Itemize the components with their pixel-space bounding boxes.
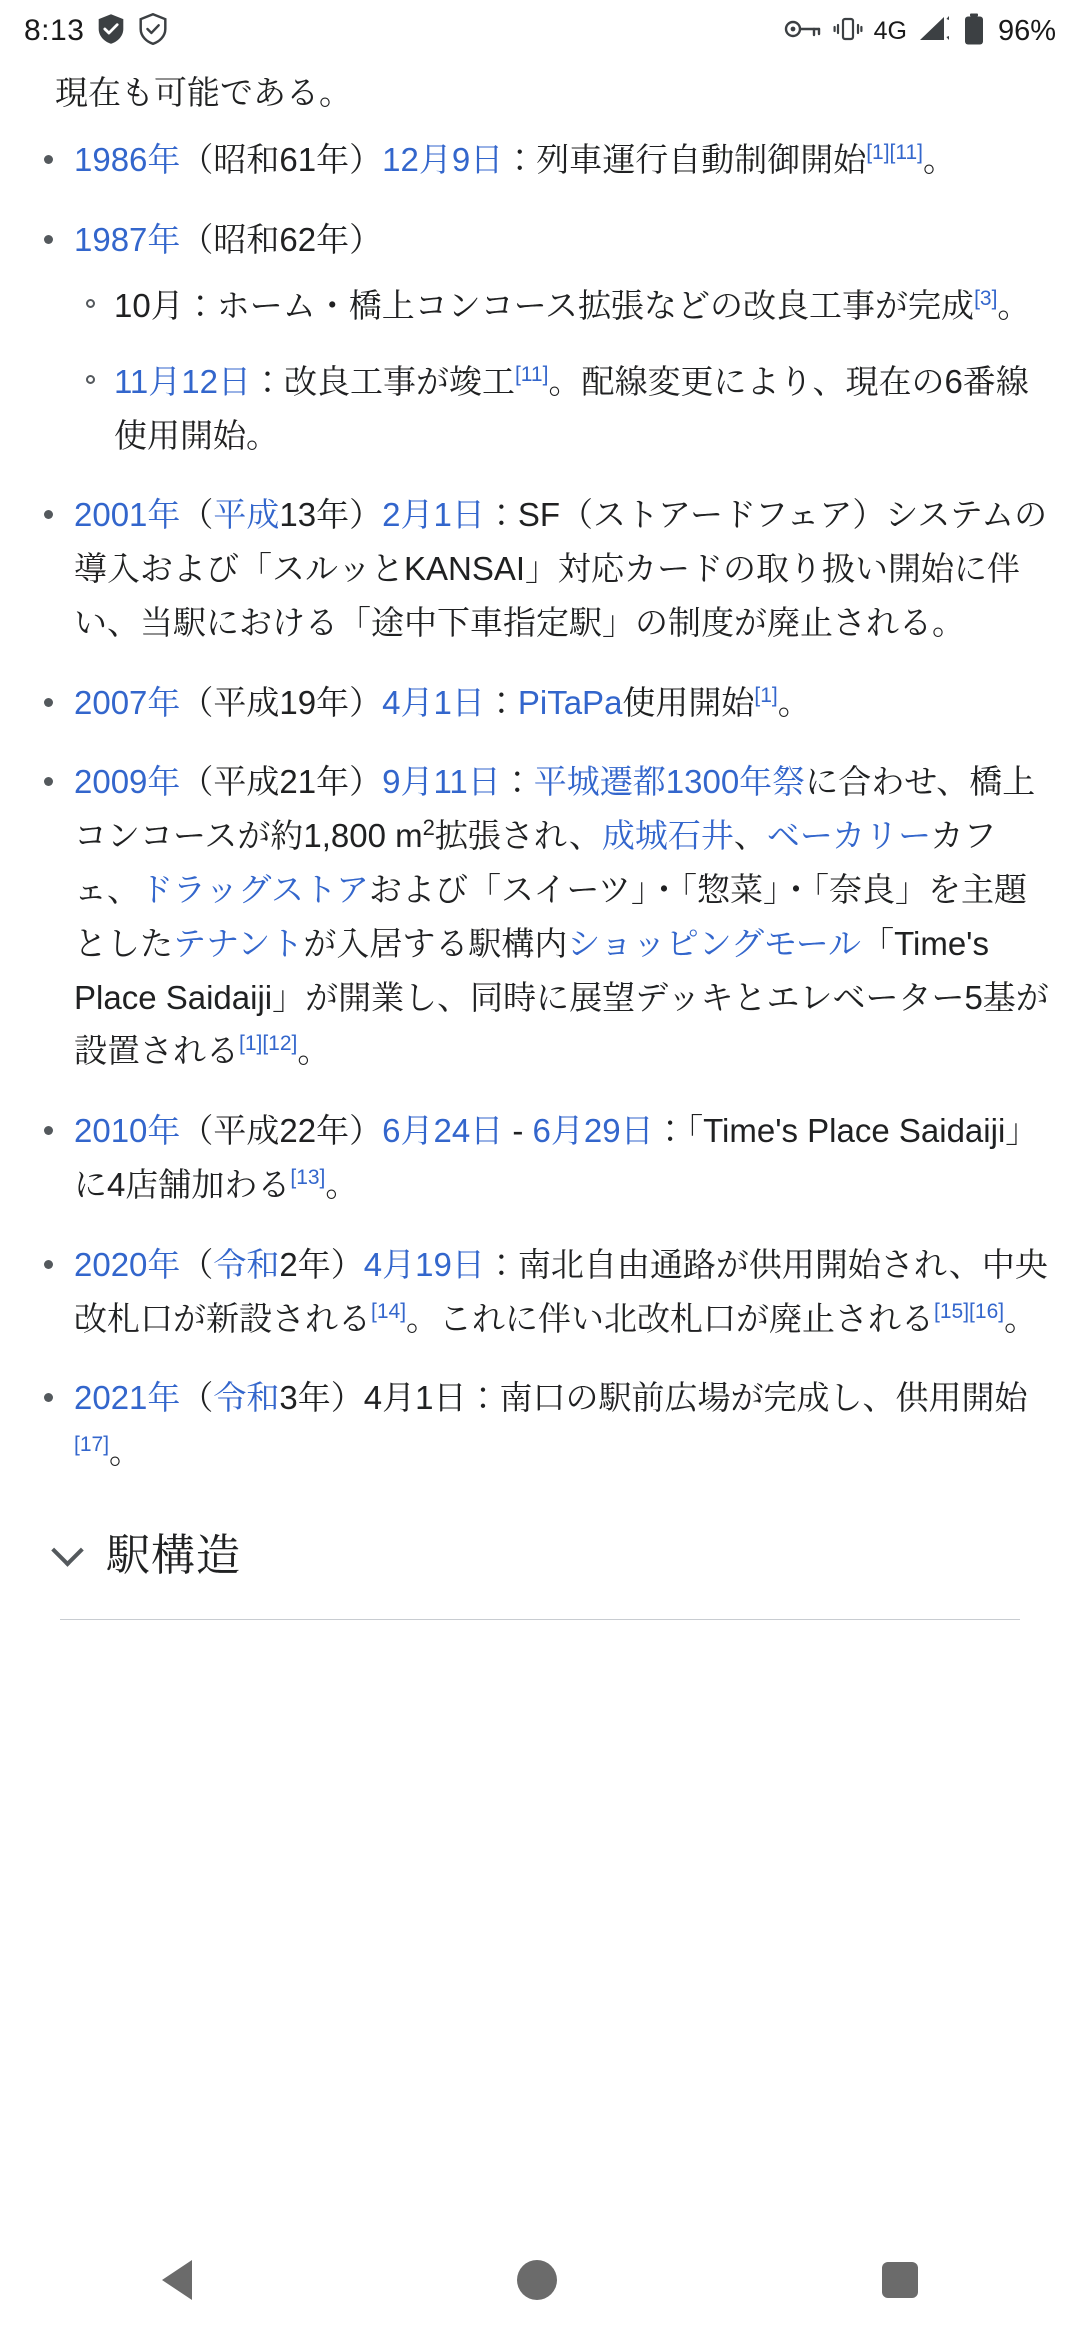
wiki-link[interactable]: 11月12日: [114, 362, 251, 400]
text-run: カフェ、: [74, 817, 997, 909]
wiki-link[interactable]: 9月11日: [382, 763, 501, 801]
text-run: が入居する駅構内: [303, 924, 568, 962]
wiki-link[interactable]: ベーカリー: [766, 817, 931, 855]
text-run: 。配線変更により、現在の6番線使用開始。: [114, 362, 1029, 454]
text-run: 2年）: [279, 1245, 364, 1283]
reference-marker[interactable]: [74, 1433, 109, 1456]
reference-marker[interactable]: [515, 363, 548, 386]
text-run: ：: [500, 763, 534, 801]
wiki-link[interactable]: 2009年: [74, 763, 181, 801]
text-run: （: [180, 1245, 214, 1283]
network-type-label: 4G: [873, 16, 907, 45]
text-run: に合わせ、橋上コンコースが約1,800 m: [74, 763, 1036, 855]
reference-marker[interactable]: [754, 684, 777, 707]
superscript-unit: 2: [422, 815, 435, 841]
reference-marker[interactable]: [371, 1300, 406, 1323]
timeline-item: [30, 213, 1050, 462]
text-run: 拡張され、: [434, 817, 602, 855]
section-heading-station-structure[interactable]: [38, 1505, 1042, 1601]
wiki-link[interactable]: ショッピングモール: [567, 924, 862, 962]
reference-link[interactable]: [13]: [290, 1165, 326, 1189]
reference-marker[interactable]: [866, 141, 923, 164]
wiki-link[interactable]: 令和: [213, 1245, 280, 1283]
wiki-link[interactable]: 12月9日: [382, 141, 504, 179]
shield-outline-icon: [138, 13, 168, 50]
key-icon: [784, 16, 822, 47]
history-timeline-list: [30, 133, 1050, 1478]
wiki-link[interactable]: 成城石井: [601, 817, 734, 855]
reference-link[interactable]: [15][16]: [934, 1299, 1005, 1323]
text-run: （: [180, 496, 214, 534]
timeline-item: [30, 755, 1050, 1078]
shield-check-icon: [96, 13, 126, 50]
text-run: 。これに伴い北改札口が廃止される: [406, 1299, 935, 1337]
battery-icon: [963, 13, 985, 50]
wiki-link[interactable]: 2月1日: [382, 496, 485, 534]
text-run: 。: [997, 287, 1031, 325]
wiki-link[interactable]: 2007年: [74, 683, 181, 721]
text-run: 、: [733, 817, 767, 855]
reference-link[interactable]: [3]: [974, 287, 998, 311]
text-run: （昭和61年）: [180, 141, 383, 179]
reference-marker[interactable]: [974, 287, 997, 310]
timeline-item: [30, 488, 1050, 649]
wiki-link[interactable]: 平成: [213, 496, 280, 534]
timeline-subitem: [74, 355, 1050, 463]
status-bar-left: [24, 13, 168, 50]
timeline-item: [30, 1371, 1050, 1479]
article-content: [0, 66, 1080, 1620]
text-run: 13年）: [279, 496, 383, 534]
wiki-link[interactable]: PiTaPa: [517, 683, 623, 721]
timeline-item: [30, 133, 1050, 187]
text-run: 。: [1004, 1299, 1038, 1337]
text-run: （昭和62年）: [180, 221, 383, 259]
timeline-item: [30, 1238, 1050, 1346]
wiki-link[interactable]: 2020年: [74, 1245, 181, 1283]
vibrate-icon: [833, 14, 863, 49]
battery-percent-label: 96%: [997, 14, 1056, 47]
text-run: 。: [923, 141, 957, 179]
text-run: 。: [297, 1032, 331, 1070]
wiki-link[interactable]: 6月24日: [382, 1112, 504, 1150]
reference-marker[interactable]: [239, 1032, 297, 1055]
reference-link[interactable]: [17]: [74, 1433, 110, 1457]
reference-link[interactable]: [11]: [514, 362, 549, 386]
reference-link[interactable]: [1][11]: [866, 141, 924, 165]
text-run: 。: [325, 1165, 359, 1203]
section-divider: [60, 1619, 1020, 1620]
wiki-link[interactable]: 令和: [213, 1379, 280, 1417]
status-bar-right: [784, 13, 1056, 50]
wiki-link[interactable]: 2010年: [74, 1112, 181, 1150]
text-run: 「Time's Place Saidaiji」が開業し、同時に展望デッキとエレベーター5基が設置される: [74, 924, 1049, 1070]
status-clock: 8:13: [24, 14, 85, 47]
recents-button-icon[interactable]: [882, 2262, 918, 2298]
reference-link[interactable]: [1]: [754, 683, 778, 707]
timeline-subitem: [74, 279, 1050, 333]
home-button-icon[interactable]: [517, 2260, 557, 2300]
wiki-link[interactable]: 6月29日: [532, 1112, 654, 1150]
text-run: 。: [777, 683, 811, 721]
wiki-link[interactable]: 2001年: [74, 496, 181, 534]
wiki-link[interactable]: 2021年: [74, 1379, 181, 1417]
text-run: ：改良工事が竣工: [250, 362, 515, 400]
text-run: （平成21年）: [180, 763, 383, 801]
timeline-item: [30, 676, 1050, 730]
wiki-link[interactable]: 4月19日: [363, 1245, 485, 1283]
text-run: および「スイーツ」・「惣菜」・「奈良」を主題とした: [74, 871, 1028, 962]
text-run: （: [180, 1379, 214, 1417]
signal-icon: [918, 14, 952, 49]
section-title: 駅構造: [106, 1530, 241, 1580]
reference-marker[interactable]: [290, 1166, 325, 1189]
status-bar: [0, 0, 1080, 62]
wiki-link[interactable]: テナント: [173, 924, 304, 962]
text-run: ：南北自由通路が供用開始され、中央改札口が新設される: [74, 1245, 1048, 1337]
text-run: ：「Time's Place Saidaiji」に4店舗加わる: [74, 1112, 1039, 1203]
reference-link[interactable]: [1][12]: [239, 1032, 298, 1056]
lead-paragraph: 現在も可能である。: [55, 74, 352, 111]
text-run: 10月：ホーム・橋上コンコース拡張などの改良工事が完成: [114, 287, 975, 325]
text-run: ：SF（ストアードフェア）システムの導入および「スルッとKANSAI」対応カードの取り扱い開始に伴い、当駅における「途中下車指定駅」の制度が廃止される。: [74, 496, 1048, 641]
chevron-down-icon[interactable]: [54, 1536, 84, 1566]
wiki-link[interactable]: 4月1日: [382, 683, 485, 721]
text-run: ：列車運行自動制御開始: [503, 141, 867, 179]
system-navigation-bar: [0, 2220, 1080, 2340]
section-block: [30, 1505, 1050, 1620]
wiki-link[interactable]: 1987年: [74, 221, 181, 259]
reference-link[interactable]: [14]: [371, 1299, 407, 1323]
text-run: 。: [109, 1433, 143, 1471]
text-run: 使用開始: [622, 683, 755, 721]
timeline-item: [30, 1104, 1050, 1212]
text-run: ：: [484, 683, 518, 721]
back-button-icon[interactable]: [162, 2260, 192, 2300]
text-run: 3年）4月1日：南口の駅前広場が完成し、供用開始: [279, 1379, 1028, 1417]
timeline-sublist: [74, 279, 1050, 462]
text-run: （平成22年）: [180, 1112, 383, 1150]
wiki-link[interactable]: 1986年: [74, 141, 181, 179]
wiki-link[interactable]: ドラッグストア: [140, 871, 370, 909]
wiki-link[interactable]: 平城遷都1300年祭: [533, 763, 806, 801]
text-run: （平成19年）: [180, 683, 383, 721]
reference-marker[interactable]: [934, 1300, 1004, 1323]
text-run: -: [503, 1112, 533, 1150]
